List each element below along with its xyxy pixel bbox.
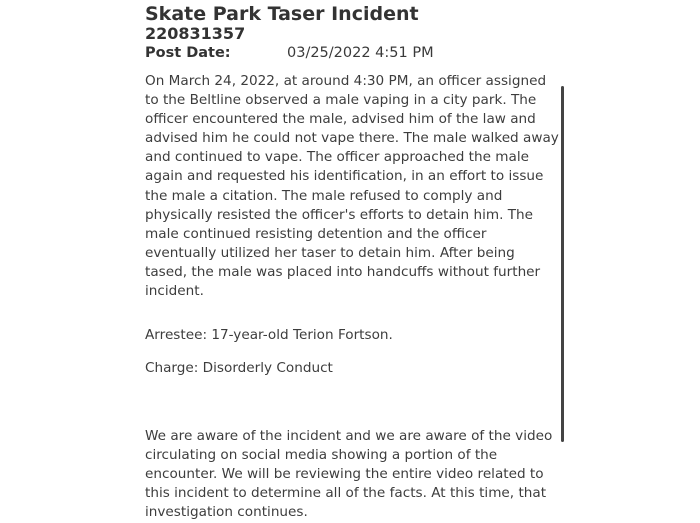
report-header bbox=[145, 4, 585, 63]
scrollbar[interactable] bbox=[561, 86, 564, 442]
report-text bbox=[145, 72, 559, 521]
department-statement: We are aware of the incident and we are aware of the video circulating on social media showing a portion of the encounter. We will be reviewing the entire video related to this incident to determine all of the facts. At this time, that investigation continues. bbox=[145, 428, 553, 521]
report-title: Skate Park Taser Incident bbox=[145, 3, 419, 25]
post-date-value: 03/25/2022 4:51 PM bbox=[287, 45, 434, 61]
post-date-label: Post Date: bbox=[145, 45, 231, 61]
report-body bbox=[145, 72, 565, 523]
case-number: 220831357 bbox=[145, 24, 246, 43]
charge-line: Charge: Disorderly Conduct bbox=[145, 360, 333, 376]
arrestee-line: Arrestee: 17-year-old Terion Fortson. bbox=[145, 327, 393, 343]
incident-description: On March 24, 2022, at around 4:30 PM, an officer assigned to the Beltline observed a male vaping in a city park. The officer encountered the male, advised him of the law and advised him he could not vape there. The male walked away and continued to vape. The officer approached the male again and requested his identification, in an effort to issue the male a citation. The male refused to comply and physically resisted the officer's efforts to detain him. The male continued resisting detention and the officer eventually utilized her taser to detain him. After being tased, the male was placed into handcuffs without further incident. bbox=[145, 73, 559, 300]
post-date-row bbox=[145, 43, 585, 63]
